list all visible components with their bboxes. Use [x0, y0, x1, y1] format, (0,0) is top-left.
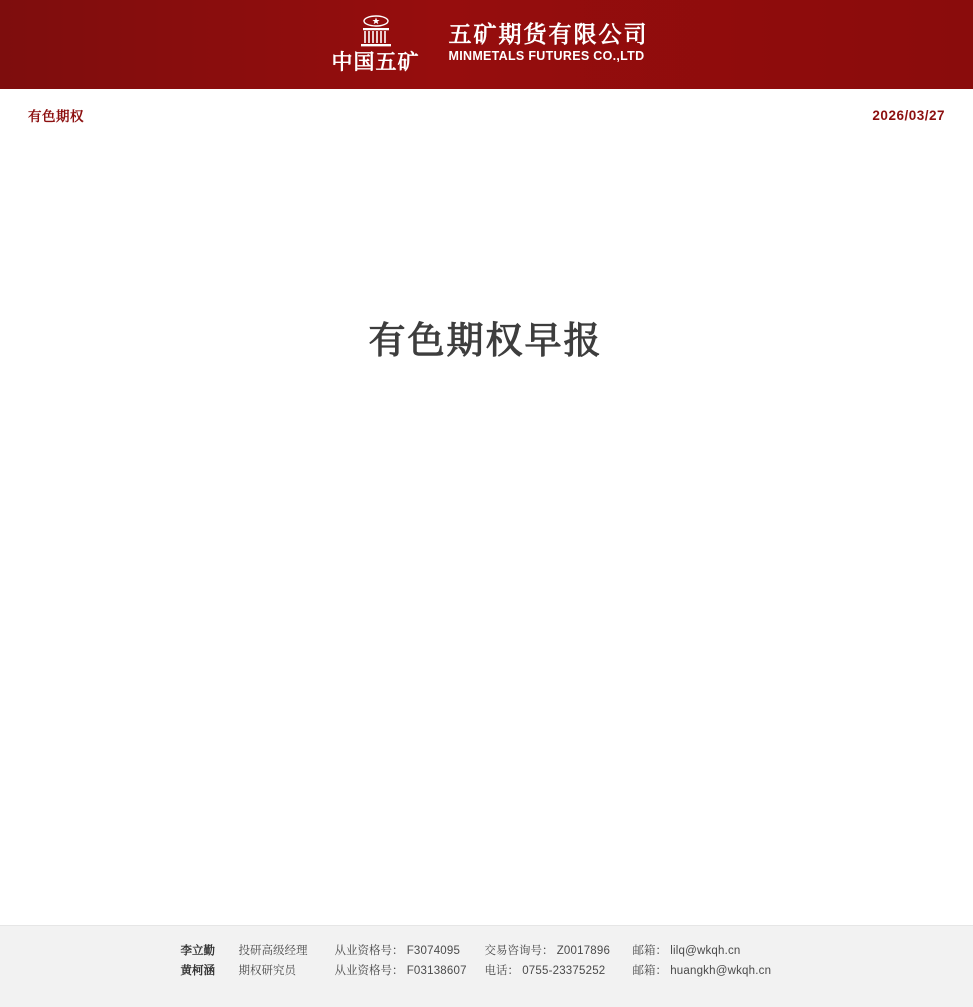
analyst-extra-label: 电话：	[484, 965, 519, 977]
brand-logo-block	[321, 15, 649, 75]
table-row	[181, 960, 793, 980]
company-name-en: MINMETALS FUTURES CO.,LTD	[448, 49, 645, 63]
document-body	[0, 360, 973, 925]
table-row	[181, 940, 793, 960]
analyst-role: 期权研究员	[238, 965, 296, 977]
analyst-cert-value: F03138607	[406, 965, 467, 977]
analyst-email-label: 邮箱：	[632, 965, 667, 977]
analyst-extra-label: 交易咨询号：	[484, 945, 554, 957]
header-banner	[0, 0, 973, 89]
logo-mark	[321, 15, 431, 75]
minmetals-emblem-icon	[355, 15, 397, 49]
analyst-extra	[485, 940, 633, 960]
analyst-cert-value: F3074095	[406, 945, 461, 957]
brand-cn-short: 中国五矿	[331, 50, 420, 74]
analyst-name: 黄柯涵	[180, 965, 215, 977]
page-title: 有色期权早报	[368, 319, 603, 361]
analyst-extra-value: Z0017896	[556, 945, 611, 957]
company-name-block	[449, 21, 649, 64]
analyst-role: 投研高级经理	[238, 945, 308, 957]
company-name-cn: 五矿期货有限公司	[448, 21, 649, 47]
analyst-extra	[485, 960, 633, 980]
analyst-name: 李立勤	[180, 945, 215, 957]
analyst-extra-value: 0755-23375252	[522, 965, 606, 977]
footer	[0, 925, 973, 1007]
analyst-email-value[interactable]: lilq@wkqh.cn	[670, 945, 741, 957]
report-date: 2026/03/27	[872, 107, 945, 123]
analyst-email-label: 邮箱：	[632, 945, 667, 957]
document-meta-row	[0, 89, 973, 141]
analyst-email-value[interactable]: huangkh@wkqh.cn	[670, 965, 772, 977]
analyst-cert	[335, 960, 485, 980]
analyst-cert-label: 从业资格号：	[334, 945, 404, 957]
report-category: 有色期权	[28, 109, 84, 124]
analyst-cert	[335, 940, 485, 960]
footer-contact-table	[181, 940, 793, 980]
analyst-email	[633, 960, 793, 980]
analyst-cert-label: 从业资格号：	[334, 965, 404, 977]
analyst-email	[633, 940, 793, 960]
